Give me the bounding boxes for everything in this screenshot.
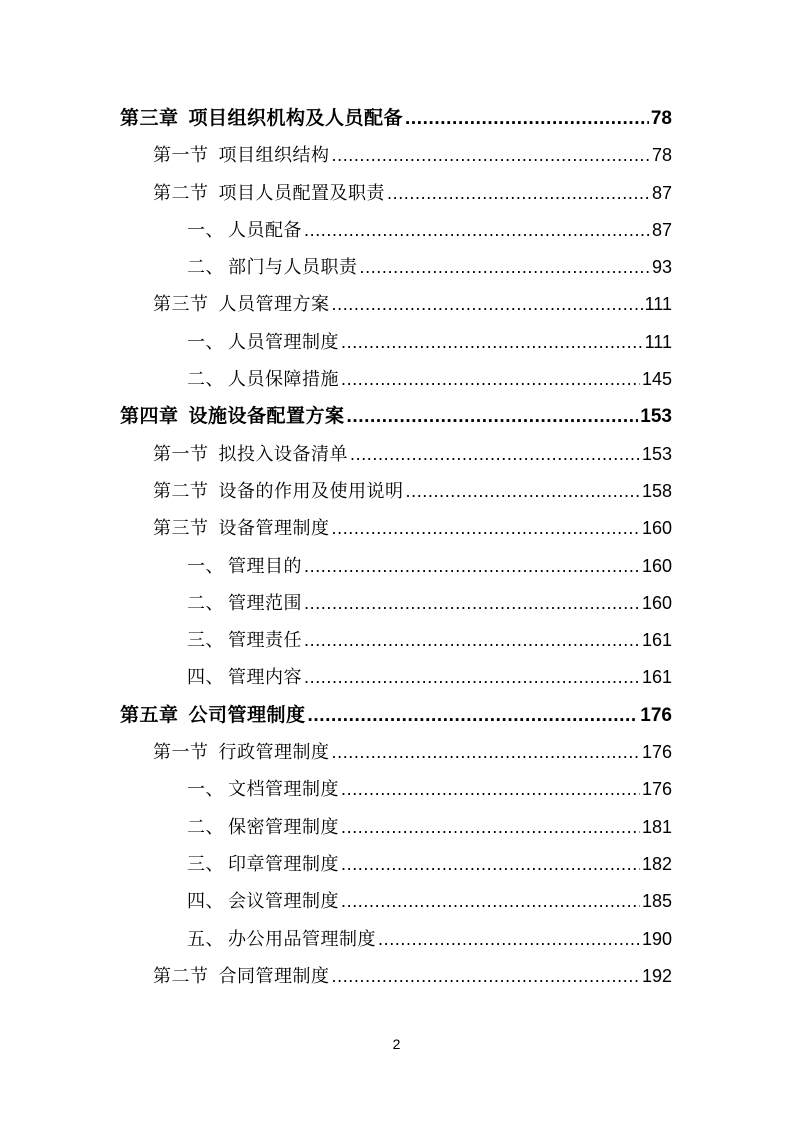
toc-section-entry[interactable] — [0, 958, 793, 995]
toc-entry-number: 第三节 — [153, 518, 209, 540]
toc-dot-leader — [341, 809, 640, 846]
toc-entry-text: 办公用品管理制度 — [228, 928, 376, 950]
toc-entry-text: 项目组织机构及人员配备 — [188, 107, 404, 129]
toc-page-number: 160 — [641, 592, 672, 613]
toc-subsection-entry[interactable] — [0, 883, 793, 920]
toc-entry-number: 第二节 — [153, 965, 209, 987]
toc-subsection-entry[interactable] — [0, 622, 793, 659]
toc-entry-text: 管理目的 — [228, 555, 302, 577]
page-number: 2 — [392, 1036, 401, 1052]
toc-entry-title — [187, 548, 302, 585]
toc-dot-leader — [308, 697, 639, 734]
toc-dot-leader — [332, 137, 650, 174]
toc-page-number: 161 — [641, 630, 672, 651]
toc-entry-number: 四、 — [187, 891, 224, 913]
toc-entry-title — [187, 622, 302, 659]
toc-entry-title — [187, 361, 339, 398]
toc-subsection-entry[interactable] — [0, 846, 793, 883]
toc-entry-text: 项目组织结构 — [218, 145, 330, 167]
toc-dot-leader — [341, 324, 643, 361]
toc-subsection-entry[interactable] — [0, 249, 793, 286]
toc-entry-number: 二、 — [187, 592, 224, 614]
toc-dot-leader — [304, 548, 640, 585]
toc-chapter-entry[interactable] — [0, 697, 793, 734]
toc-entry-number: 一、 — [187, 779, 224, 801]
toc-page-number: 145 — [641, 369, 672, 390]
toc-section-entry[interactable] — [0, 175, 793, 212]
toc-entry-number: 第三章 — [120, 107, 179, 129]
toc-subsection-entry[interactable] — [0, 361, 793, 398]
toc-dot-leader — [304, 585, 640, 622]
toc-entry-text: 设备管理制度 — [218, 518, 330, 540]
toc-dot-leader — [341, 361, 640, 398]
toc-section-entry[interactable] — [0, 286, 793, 323]
toc-entry-text: 合同管理制度 — [218, 965, 330, 987]
toc-entry-text: 会议管理制度 — [228, 891, 339, 913]
toc-page-number: 78 — [651, 145, 672, 166]
toc-entry-title — [153, 436, 348, 473]
toc-entry-title — [153, 286, 330, 323]
toc-entry-title — [187, 883, 339, 920]
toc-entry-text: 部门与人员职责 — [228, 257, 358, 279]
toc-section-entry[interactable] — [0, 137, 793, 174]
toc-subsection-entry[interactable] — [0, 659, 793, 696]
toc-subsection-entry[interactable] — [0, 324, 793, 361]
toc-page-number: 153 — [640, 406, 672, 428]
toc-entry-number: 五、 — [187, 928, 224, 950]
toc-subsection-entry[interactable] — [0, 212, 793, 249]
toc-entry-title — [187, 324, 339, 361]
toc-entry-number: 四、 — [187, 667, 224, 689]
toc-page-number: 87 — [651, 219, 672, 240]
toc-entry-title — [120, 398, 345, 435]
toc-entry-title — [187, 249, 358, 286]
toc-entry-number: 二、 — [187, 257, 224, 279]
toc-entry-title — [120, 697, 306, 734]
toc-entry-title — [187, 846, 339, 883]
toc-page-number: 160 — [641, 518, 672, 539]
toc-entry-number: 二、 — [187, 369, 224, 391]
toc-page-number: 78 — [650, 108, 672, 129]
toc-entry-text: 设施设备配置方案 — [188, 405, 345, 428]
toc-dot-leader — [341, 846, 640, 883]
toc-entry-text: 设备的作用及使用说明 — [218, 480, 404, 502]
toc-entry-text: 公司管理制度 — [188, 703, 306, 726]
toc-entry-text: 管理范围 — [228, 592, 302, 614]
toc-section-entry[interactable] — [0, 510, 793, 547]
toc-page-number: 111 — [644, 331, 672, 352]
toc-dot-leader — [341, 883, 640, 920]
toc-entry-number: 一、 — [187, 331, 224, 353]
toc-page-number: 87 — [651, 182, 672, 203]
toc-entry-title — [187, 659, 302, 696]
toc-page-number: 176 — [640, 704, 672, 726]
toc-subsection-entry[interactable] — [0, 585, 793, 622]
toc-page-number: 176 — [641, 742, 672, 763]
toc-entry-text: 管理责任 — [228, 630, 302, 652]
toc-dot-leader — [347, 398, 639, 435]
toc-chapter-entry[interactable] — [0, 100, 793, 137]
toc-section-entry[interactable] — [0, 436, 793, 473]
toc-entry-title — [153, 734, 330, 771]
toc-chapter-entry[interactable] — [0, 398, 793, 435]
toc-subsection-entry[interactable] — [0, 921, 793, 958]
toc-entry-text: 保密管理制度 — [228, 816, 339, 838]
toc-entry-title — [153, 510, 330, 547]
toc-page-number: 192 — [641, 965, 672, 986]
toc-dot-leader — [332, 958, 640, 995]
toc-subsection-entry[interactable] — [0, 771, 793, 808]
toc-entry-number: 第四章 — [120, 405, 179, 428]
toc-page-number: 185 — [641, 891, 672, 912]
toc-page-number: 176 — [641, 779, 672, 800]
toc-entry-text: 行政管理制度 — [218, 742, 330, 764]
toc-page-number: 111 — [644, 294, 672, 315]
toc-page-number: 158 — [641, 480, 672, 501]
toc-entry-title — [120, 100, 403, 137]
toc-entry-text: 人员配备 — [228, 219, 302, 241]
toc-dot-leader — [332, 286, 643, 323]
toc-entry-number: 第三节 — [153, 294, 209, 316]
toc-dot-leader — [304, 622, 640, 659]
toc-dot-leader — [332, 734, 640, 771]
toc-dot-leader — [378, 921, 640, 958]
toc-entry-text: 人员管理方案 — [218, 294, 330, 316]
toc-entry-number: 第二节 — [153, 182, 209, 204]
toc-page-number: 153 — [641, 443, 672, 464]
toc-dot-leader — [332, 510, 640, 547]
toc-subsection-entry[interactable] — [0, 809, 793, 846]
toc-entry-number: 第五章 — [120, 703, 179, 726]
toc-section-entry[interactable] — [0, 734, 793, 771]
toc-entry-number: 一、 — [187, 555, 224, 577]
toc-dot-leader — [304, 212, 650, 249]
table-of-contents — [0, 100, 793, 995]
toc-entry-text: 管理内容 — [228, 667, 302, 689]
toc-page-number: 93 — [651, 257, 672, 278]
toc-page-number: 161 — [641, 667, 672, 688]
toc-entry-title — [187, 585, 302, 622]
toc-entry-number: 一、 — [187, 219, 224, 241]
toc-dot-leader — [405, 100, 649, 137]
toc-entry-title — [153, 175, 385, 212]
toc-entry-text: 人员保障措施 — [228, 369, 339, 391]
toc-entry-number: 三、 — [187, 630, 224, 652]
toc-entry-title — [187, 771, 339, 808]
toc-entry-title — [187, 921, 376, 958]
toc-dot-leader — [387, 175, 650, 212]
toc-entry-number: 第一节 — [153, 742, 209, 764]
toc-dot-leader — [341, 771, 640, 808]
toc-entry-number: 第二节 — [153, 480, 209, 502]
toc-entry-title — [153, 137, 330, 174]
toc-entry-title — [153, 473, 404, 510]
toc-entry-text: 项目人员配置及职责 — [218, 182, 385, 204]
toc-entry-title — [187, 809, 339, 846]
toc-subsection-entry[interactable] — [0, 548, 793, 585]
toc-dot-leader — [360, 249, 650, 286]
toc-entry-number: 二、 — [187, 816, 224, 838]
toc-page-number: 182 — [641, 853, 672, 874]
toc-entry-number: 三、 — [187, 853, 224, 875]
toc-entry-number: 第一节 — [153, 145, 209, 167]
toc-page-number: 160 — [641, 555, 672, 576]
toc-section-entry[interactable] — [0, 473, 793, 510]
toc-page-number: 190 — [641, 928, 672, 949]
toc-entry-text: 拟投入设备清单 — [218, 443, 348, 465]
toc-entry-text: 人员管理制度 — [228, 331, 339, 353]
toc-entry-number: 第一节 — [153, 443, 209, 465]
toc-dot-leader — [350, 436, 640, 473]
toc-dot-leader — [304, 659, 640, 696]
toc-dot-leader — [406, 473, 640, 510]
toc-page-number: 181 — [641, 816, 672, 837]
toc-entry-text: 印章管理制度 — [228, 853, 339, 875]
toc-entry-title — [153, 958, 330, 995]
toc-entry-title — [187, 212, 302, 249]
toc-entry-text: 文档管理制度 — [228, 779, 339, 801]
